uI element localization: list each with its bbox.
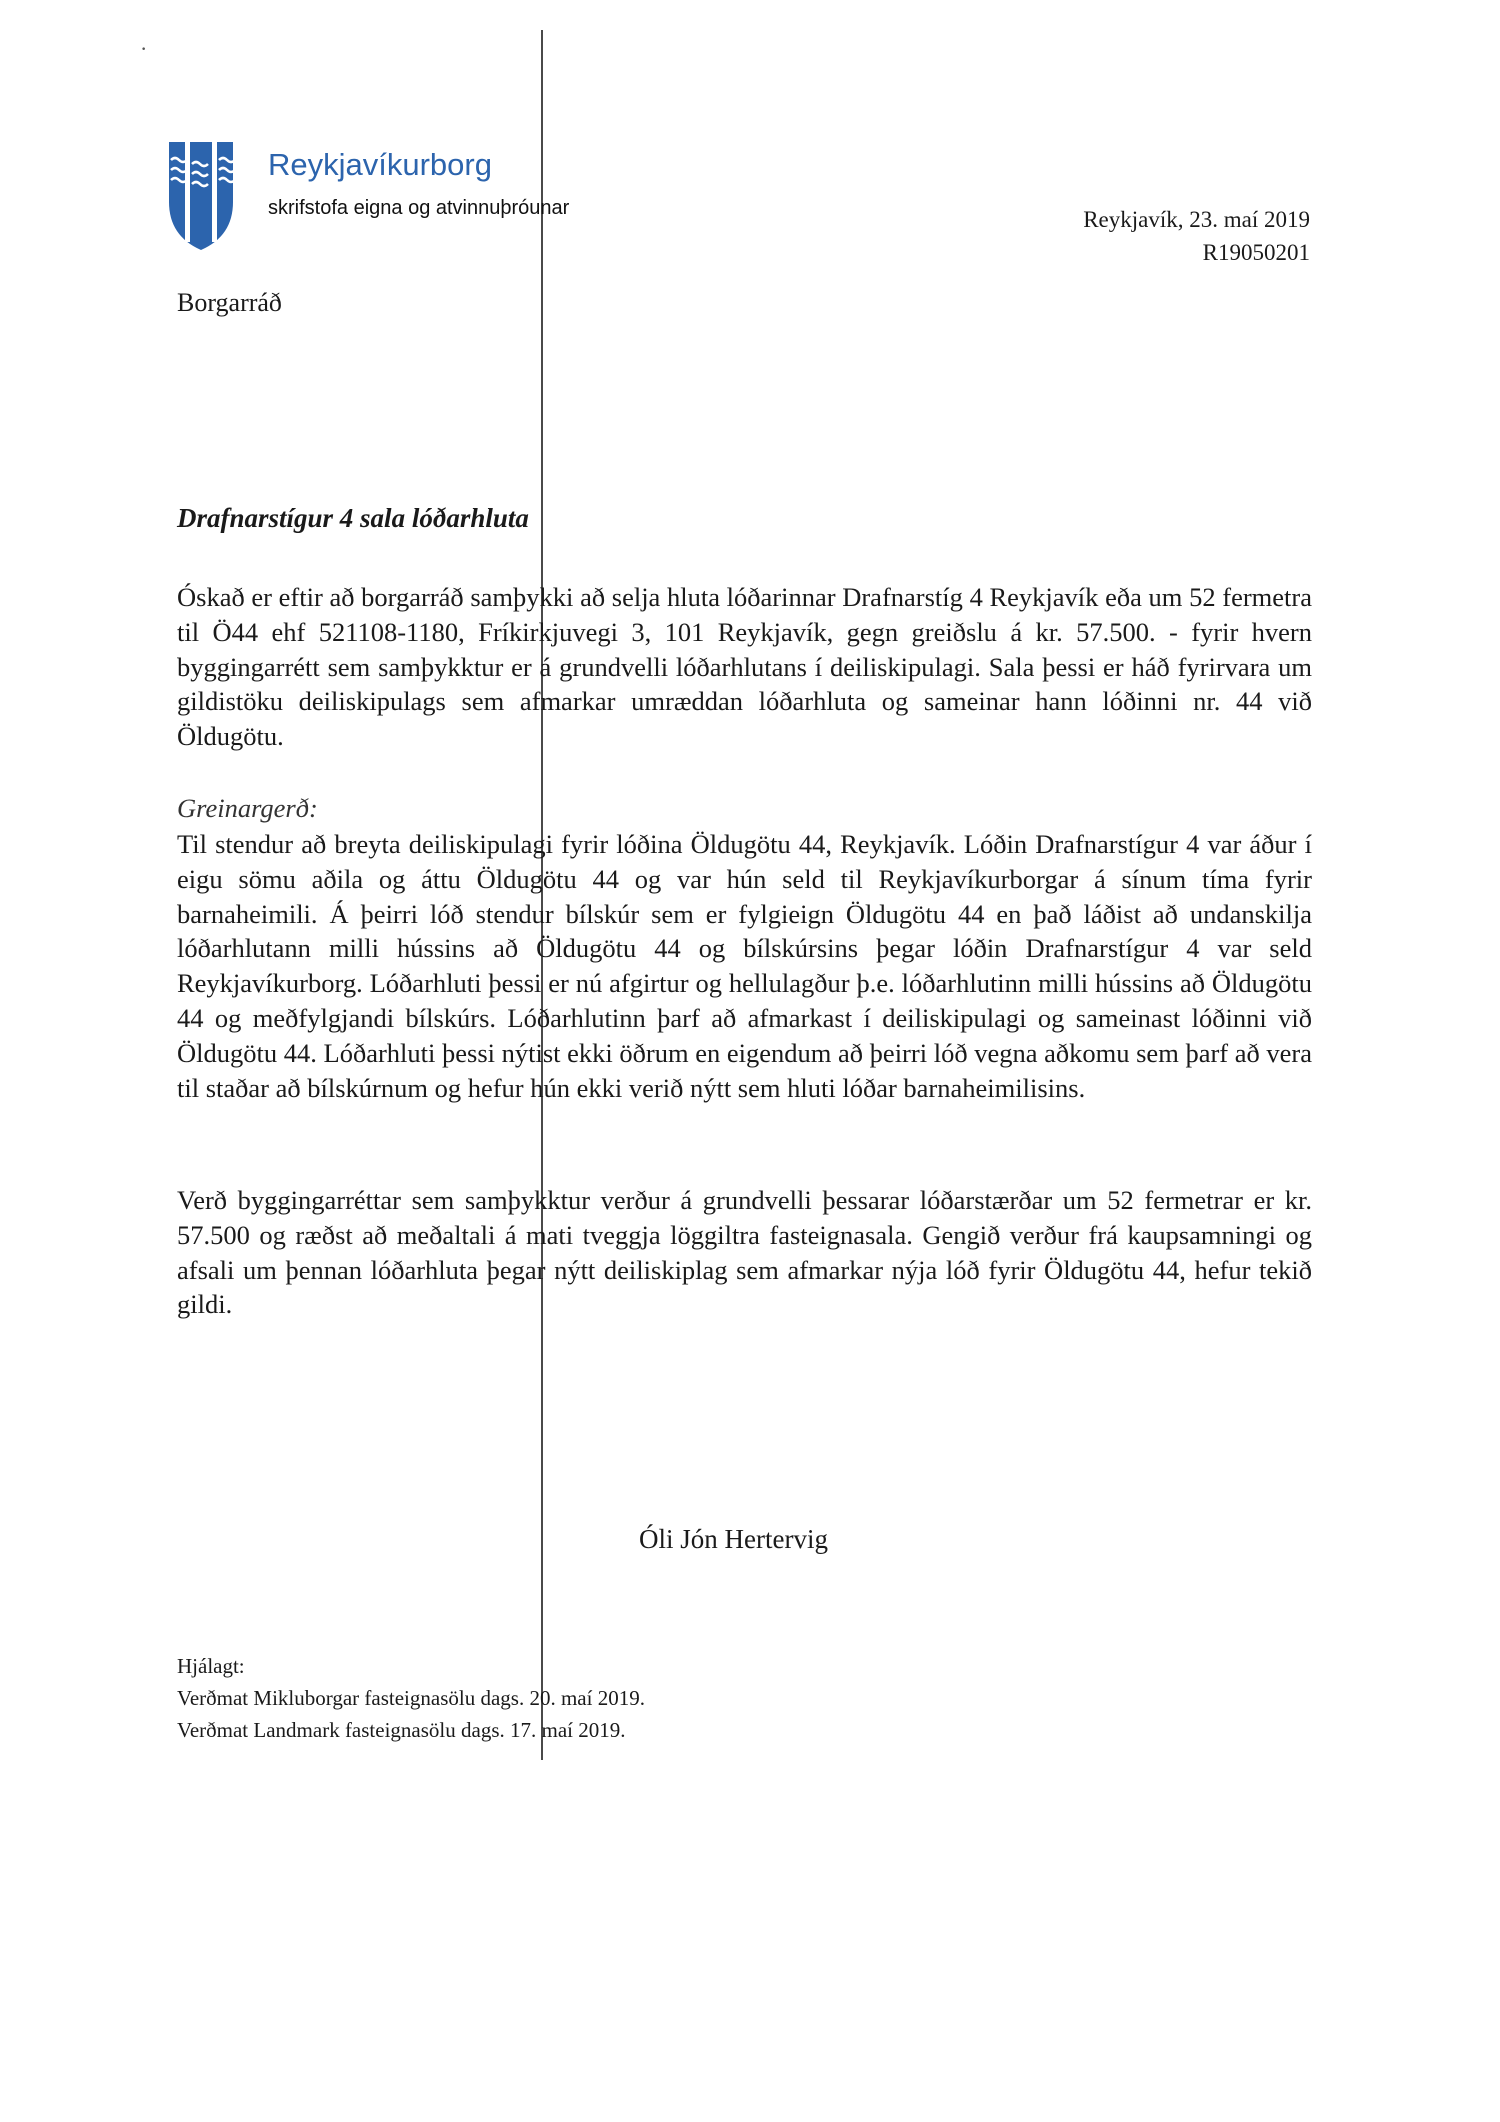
scan-speck: · [140,36,148,61]
attachments [177,1650,645,1746]
reykjavik-coat-of-arms-icon [167,140,235,252]
org-department: skrifstofa eigna og atvinnuþróunar [268,197,570,219]
attachments-heading: Hjálagt: [177,1654,245,1678]
recipient: Borgarráð [177,288,282,317]
request-paragraph: Óskað er eftir að borgarráð samþykki að selja hluta lóðarinnar Drafnarstíg 4 Reykjavík eða um 52 fermetra til Ö44 ehf 521108-1180, Fríkirkjuvegi 3, 101 Reykjavík, gegn greiðslu á kr. 57.500. - fyrir hvern byggingarrétt sem samþykktur er á grundvelli lóðarhlutans í deiliskipulagi. Sala þessi er háð fyrirvara um gildistöku deiliskipulags sem afmarkar umræddan lóðarhluta og sameinar hann lóðinni nr. 44 við Öldugötu. [177,582,1312,752]
rationale-paragraph: Til stendur að breyta deiliskipulagi fyrir lóðina Öldugötu 44, Reykjavík. Lóðin Drafnarstígur 4 var áður í eigu sömu aðila og áttu Öldugötu 44 og var hún seld til Reykjavíkurborgar á sínum tíma fyrir barnaheimili. Á þeirri lóð stendur bílskúr sem er fylgieign Öldugötu 44 en það láðist að undanskilja lóðarhlutann milli hússins að Öldugötu 44 og bílskúrsins þegar lóðin Drafnarstígur 4 var seld Reykjavíkurborg. Lóðarhluti þessi er nú afgirtur og hellulagður þ.e. lóðarhlutinn milli hússins að Öldugötu 44 og meðfylgjandi bílskúrs. Lóðarhlutinn þarf að afmarkast í deiliskipulagi og sameinast lóðinni við Öldugötu 44. Lóðarhluti þessi nýtist ekki öðrum en eigendum að þeirri lóð vegna aðkomu sem þarf að vera til staðar að bílskúrnum og hefur hún ekki verið nýtt sem hluti lóðar barnaheimilisins. [177,829,1312,1103]
rationale-heading: Greinargerð: [177,793,318,823]
reference-number: R19050201 [1202,240,1310,265]
subject-heading: Drafnarstígur 4 sala lóðarhluta [177,503,529,533]
attachment-item: Verðmat Landmark fasteignasölu dags. 17. maí 2019. [177,1718,626,1742]
date-block [1083,203,1310,269]
place-date: Reykjavík, 23. maí 2019 [1083,207,1310,232]
org-name: Reykjavíkurborg [268,147,492,182]
price-paragraph: Verð byggingarréttar sem samþykktur verður á grundvelli þessarar lóðarstærðar um 52 fermetrar er kr. 57.500 og ræðst að meðaltali á mati tveggja löggiltra fasteignasala. Gengið verður frá kaupsamningi og afsali um þennan lóðarhluta þegar nýtt deiliskiplag sem afmarkar nýja lóð fyrir Öldugötu 44, hefur tekið gildi. [177,1185,1312,1320]
signature-name: Óli Jón Hertervig [639,1524,828,1554]
attachment-item: Verðmat Mikluborgar fasteignasölu dags. 20. maí 2019. [177,1686,645,1710]
